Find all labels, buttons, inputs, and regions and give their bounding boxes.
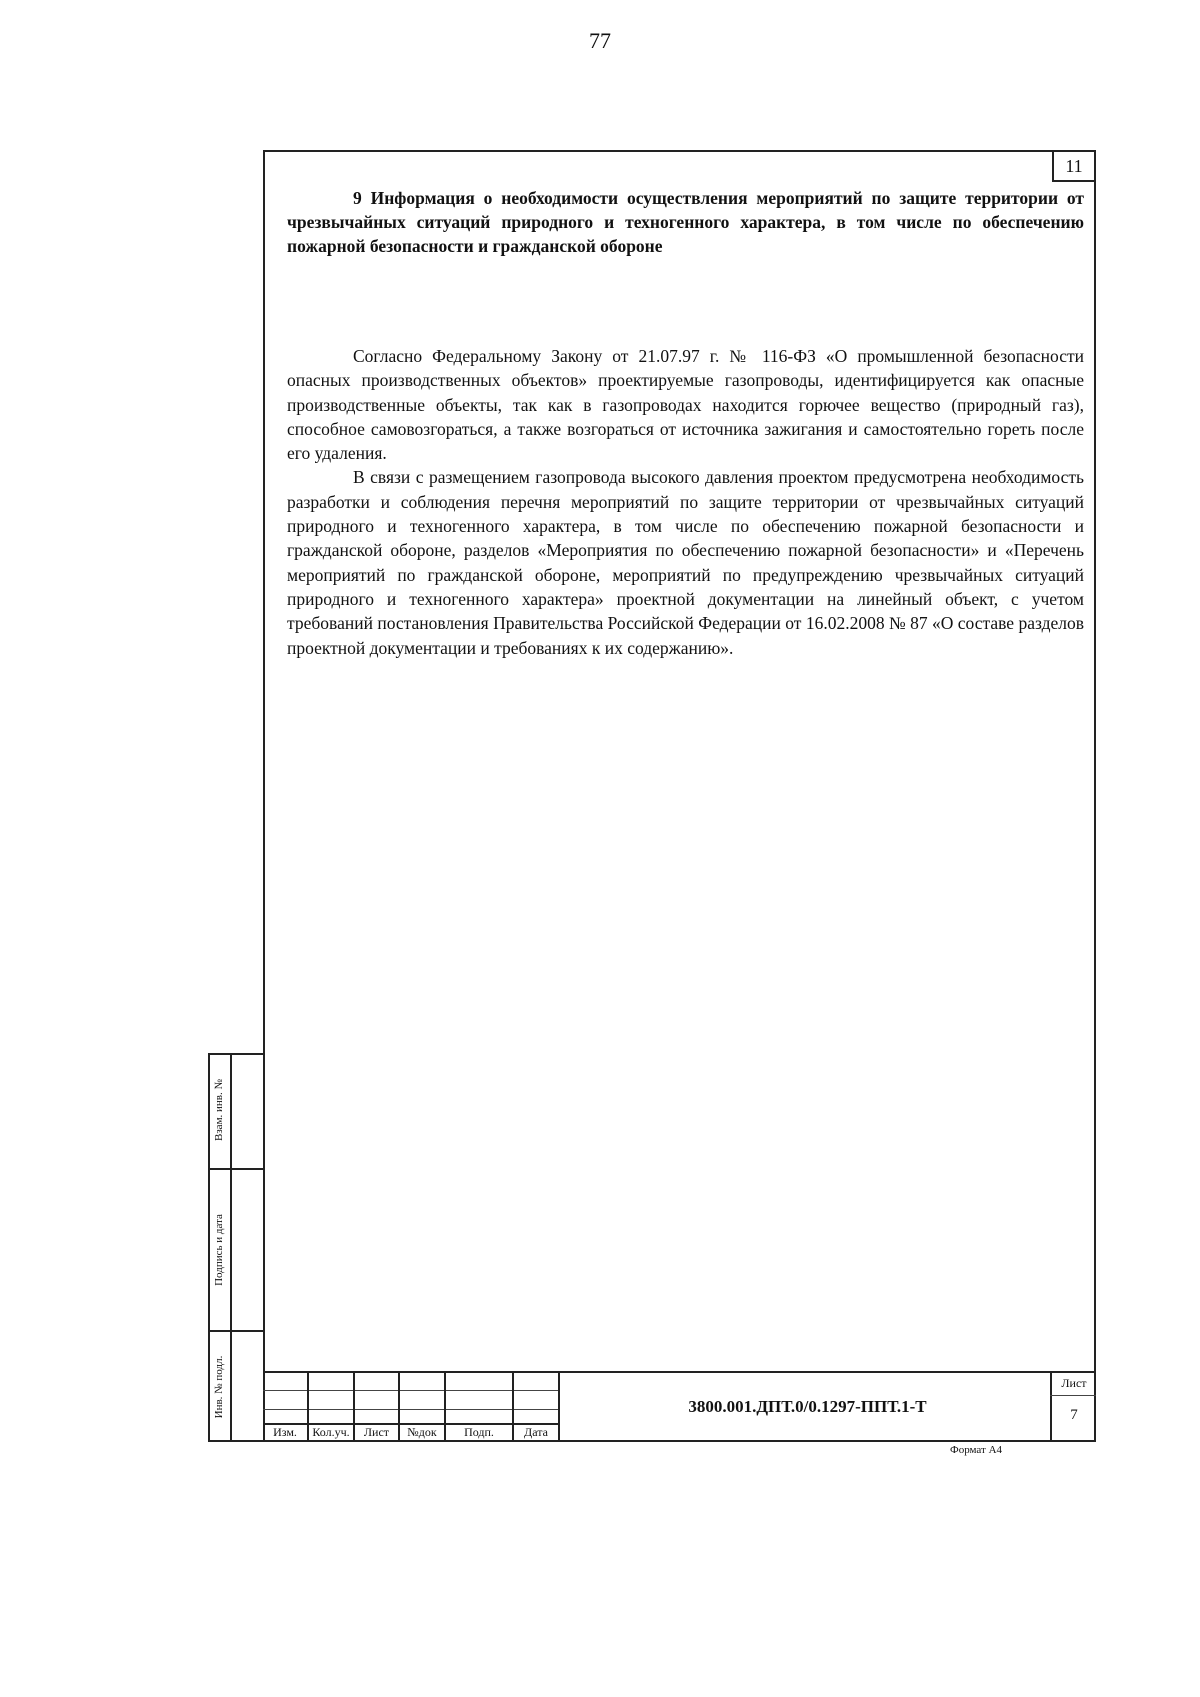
- sheet-label: Лист: [1061, 1376, 1087, 1390]
- document-content: [287, 186, 1084, 660]
- paragraph-1: Согласно Федеральному Закону от 21.07.97 г. № 116-ФЗ «О промышленной безопасности опасных производственных объектов» проектируемые газопроводы, идентифицируется как опасные производственные объекты, так как в газопроводах находится горючее вещество (природный газ), способное самовозгораться, а также возгораться от источника зажигания и самостоятельно гореть после его удаления.: [287, 346, 1084, 464]
- side-label-inv-podl: Инв. № подл.: [213, 1355, 225, 1419]
- column-ndok: №док: [407, 1425, 437, 1439]
- sheet-number: 7: [1070, 1407, 1078, 1423]
- column-list: Лист: [363, 1425, 390, 1439]
- format-label: Формат А4: [950, 1444, 1003, 1456]
- column-izm: Изм.: [273, 1425, 297, 1439]
- paragraph-2: В связи с размещением газопровода высокого давления проектом предусмотрена необходимость разработки и соблюдения перечня мероприятий по защите территории от чрезвычайных ситуаций природного и техногенного характера, в том числе по обеспечению пожарной безопасности и гражданской обороне, разделов «Мероприятия по обеспечению пожарной безопасности» и «Перечень мероприятий по гражданской обороне, мероприятий по предупреждению чрезвычайных ситуаций природного и техногенного характера» проектной документации на линейный объект, с учетом требований постановления Правительства Российской Федерации от 16.02.2008 № 87 «О составе разделов проектной документации и требованиях к их содержанию».: [287, 467, 1084, 658]
- corner-tick: [1092, 180, 1096, 182]
- section-body: [287, 344, 1084, 660]
- side-label-podpis-data: Подпись и дата: [213, 1214, 225, 1286]
- page-number: 77: [589, 28, 611, 53]
- column-podp: Подп.: [464, 1425, 494, 1439]
- section-heading: 9 Информация о необходимости осуществления мероприятий по защите территории от чрезвычайных ситуаций природного и техногенного характера, в том числе по обеспечению пожарной безопасности и гражданской обороне: [287, 188, 1084, 256]
- side-label-vzam-inv: Взам. инв. №: [213, 1079, 225, 1141]
- corner-sheet-number: 11: [1052, 152, 1094, 182]
- document-code: 3800.001.ДПТ.0/0.1297-ППТ.1-Т: [688, 1397, 927, 1416]
- column-data: Дата: [524, 1425, 548, 1439]
- side-stamp-divider: [230, 1053, 232, 1442]
- title-block-sheet-row-line: [1050, 1395, 1096, 1396]
- title-block-top-line: [263, 1371, 1096, 1373]
- column-kol-uch: Кол.уч.: [312, 1425, 350, 1439]
